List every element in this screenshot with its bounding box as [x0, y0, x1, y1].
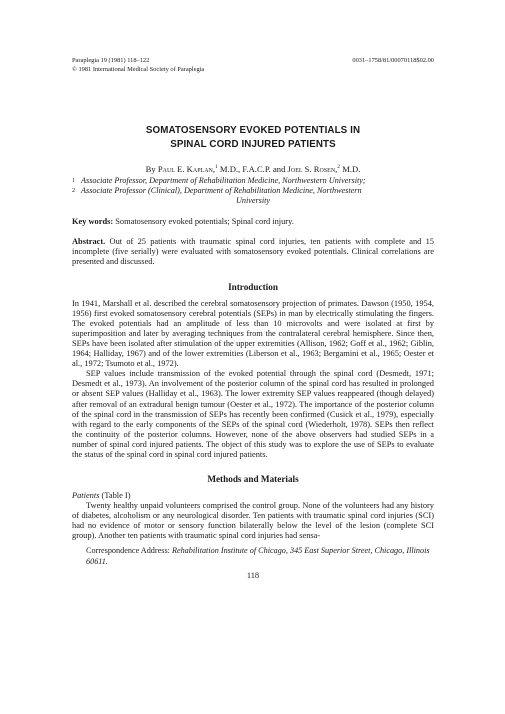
abstract [72, 237, 434, 268]
affiliation-2-text: Associate Professor (Clinical), Department of Rehabilitation Medicine, Northwestern [81, 186, 362, 195]
intro-paragraph-2: SEP values include transmission of the evoked potential through the spinal cord (Desmedt, 1971; Desmedt et al., 1973). An involvement of the posterior column of the spinal cord has resulted in prolonged or absent SEP values (Halliday et al., 1963). The lower extremity SEP values reappeared (though delayed) after removal of an extradural benign tumour (Oester et al., 1972). The importance of the posterior column of the spinal cord in the transmission of SEPs has recently been confirmed (Cusick et al., 1979), especially with regard to the early components of the SEPs of the spinal cord (Wiederholt, 1978). SEPs then reflect the continuity of the posterior columns. However, none of the above observers had studied SEPs in a number of spinal cord injured patients. The object of this study was to explore the use of SEPs to evaluate the status of the spinal cord in spinal cord injured patients. [72, 369, 434, 460]
correspondence-address [72, 546, 434, 566]
author-2-degree: M.D. [340, 164, 361, 174]
copyright-line: © 1981 International Medical Society of Paraplegia [72, 66, 205, 73]
paper-page [72, 56, 434, 580]
keywords-text: Somatosensory evoked potentials; Spinal cord injury. [113, 217, 294, 226]
title-line-1: SOMATOSENSORY EVOKED POTENTIALS IN [145, 125, 361, 136]
correspondence-text: Rehabilitation Institute of Chicago, 345 East Superior Street, Chicago, Illinois 60611. [86, 546, 430, 566]
intro-paragraph-1: In 1941, Marshall et al. described the cerebral somatosensory projection of primates. Dawson (1950, 1954, 1956) first evoked somatosensory cerebral potentials (SEPs) in man by electrically stimulating the fingers. The evoked potentials had an amplitude of less than 10 microvolts and were isolated at first by superimposition and later by averaging techniques from the contralateral cerebral hemisphere. Since then, SEPs have been isolated after stimulation of the upper extremities (Allison, 1962; Goff et al., 1962; Giblin, 1964; Halliday, 1967) and of the lower extremities (Liberson et al., 1963; Bergamini et al., 1965; Oester et al., 1972; Tsumoto et al., 1972). [72, 298, 434, 369]
patients-label: Patients [72, 491, 100, 501]
affiliations [72, 176, 434, 206]
keywords-label: Key words: [72, 217, 114, 226]
journal-citation: Paraplegia 19 (1981) 118–122 [72, 57, 150, 64]
abstract-label: Abstract. [72, 237, 106, 246]
affiliation-2-num: 2 [72, 188, 75, 194]
affiliation-2 [72, 186, 434, 196]
patients-table-ref: (Table I) [99, 491, 131, 501]
methods-paragraph-1: Twenty healthy unpaid volunteers comprised the control group. None of the volunteers had any history of diabetes, alcoholism or any neurological disorder. Ten patients with traumatic spinal cord injuries (SCI) had no evidence of motor or sensory function bilaterally below the level of the lesion (complete SCI group). Another ten patients with traumatic spinal cord injuries had sensa- [72, 501, 434, 541]
page-number: 118 [246, 570, 260, 580]
patients-subheading [72, 491, 434, 501]
keywords [72, 216, 434, 227]
affiliation-1-text: Associate Professor, Department of Rehabilitation Medicine, Northwestern University; [81, 176, 366, 185]
author-1-name: Paul E. Kaplan, [157, 164, 216, 174]
author-1-sup: 1 [215, 164, 218, 171]
affiliation-1 [72, 176, 434, 186]
author-2-name: Joel S. Rosen, [287, 164, 338, 174]
correspondence-label: Correspondence Address: [86, 546, 172, 556]
abstract-text: Out of 25 patients with traumatic spinal cord injuries, ten patients with complete and 15 incomplete (five serially) were evaluated with somatosensory evoked potentials. Clinical correlations are presented and discussed. [72, 237, 434, 267]
affiliation-2-cont: University [235, 196, 271, 205]
paper-title [72, 124, 434, 152]
methods-heading: Methods and Materials [207, 474, 299, 485]
author-2-sup: 2 [337, 164, 341, 171]
affiliation-1-num: 1 [72, 178, 75, 184]
title-line-2: SPINAL CORD INJURED PATIENTS [170, 139, 336, 150]
author-1-degree: M.D., F.A.C.P. and [217, 164, 288, 174]
article-code: 0031–1758/81/00070118$02.00 [352, 57, 434, 64]
journal-header [72, 56, 434, 74]
by-label: By [145, 164, 156, 174]
intro-heading: Introduction [228, 281, 278, 292]
author-line [72, 164, 434, 175]
